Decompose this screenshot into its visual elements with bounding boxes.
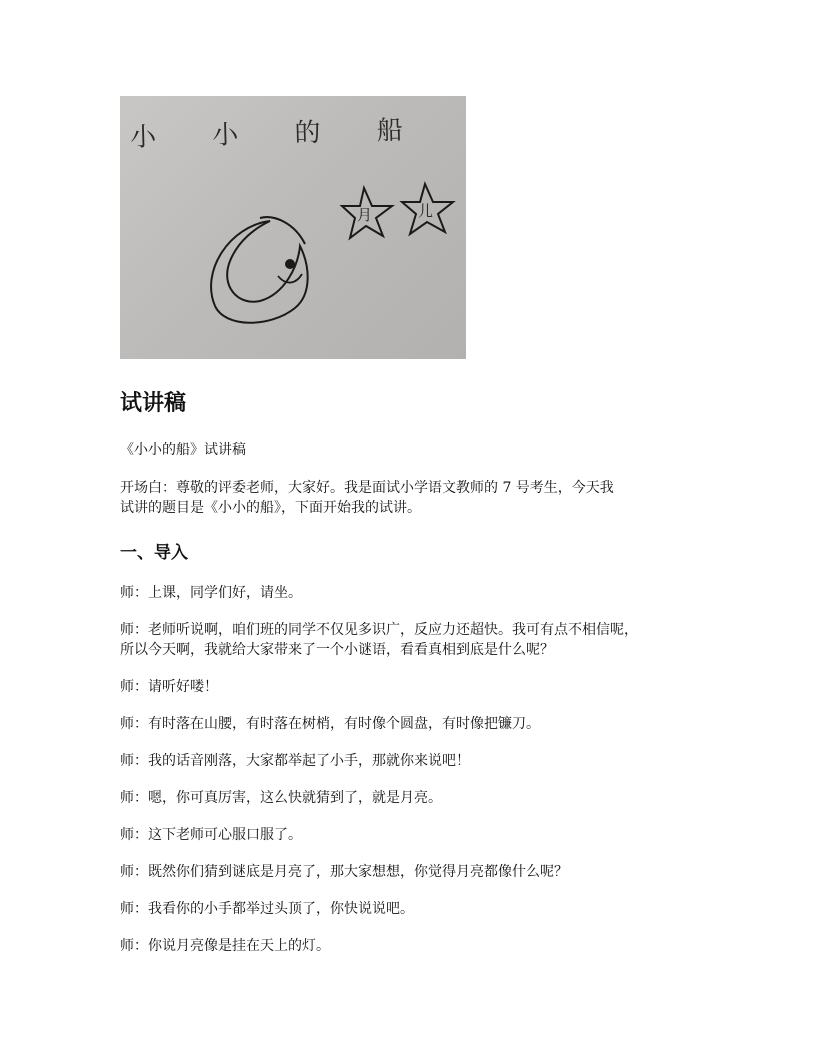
dialogue-line: 师：上课，同学们好，请坐。 (120, 585, 302, 601)
moon-eye-icon (285, 259, 295, 269)
star-left-char: 月 (357, 206, 373, 224)
dialogue-line: 师：你说月亮像是挂在天上的灯。 (120, 938, 330, 954)
opening-line-1: 开场白：尊敬的评委老师，大家好。我是面试小学语文教师的 7 号考生，今天我 (120, 480, 614, 496)
dialogue-line: 师：请听好喽！ (120, 679, 218, 695)
star-right-char: 儿 (418, 202, 434, 220)
page-heading: 试讲稿 (120, 391, 187, 416)
dialogue-line: 师：既然你们猜到谜底是月亮了，那大家想想，你觉得月亮都像什么呢？ (120, 864, 568, 880)
dialogue-line: 师：老师听说啊，咱们班的同学不仅见多识广，反应力还超快。我可有点不相信呢， (120, 622, 638, 638)
dialogue-line: 所以今天啊，我就给大家带来了一个小谜语，看看真相到底是什么呢？ (120, 642, 554, 658)
handdrawn-photo (120, 96, 466, 359)
doc-title: 《小小的船》试讲稿 (120, 442, 246, 458)
dialogue-line: 师：我看你的小手都举过头顶了，你快说说吧。 (120, 901, 414, 917)
dialogue-line: 师：我的话音刚落，大家都举起了小手，那就你来说吧！ (120, 753, 470, 769)
crescent-moon-icon (211, 221, 308, 323)
opening-line-2: 试讲的题目是《小小的船》，下面开始我的试讲。 (120, 500, 421, 516)
section-title: 一、导入 (120, 543, 188, 563)
dialogue-line: 师：这下老师可心服口服了。 (120, 827, 302, 843)
dialogue-line: 师：有时落在山腰，有时落在树梢，有时像个圆盘，有时像把镰刀。 (120, 716, 540, 732)
handwritten-title: 小 小 的 船 (129, 115, 428, 153)
dialogue-line: 师：嗯，你可真厉害，这么快就猜到了，就是月亮。 (120, 790, 442, 806)
